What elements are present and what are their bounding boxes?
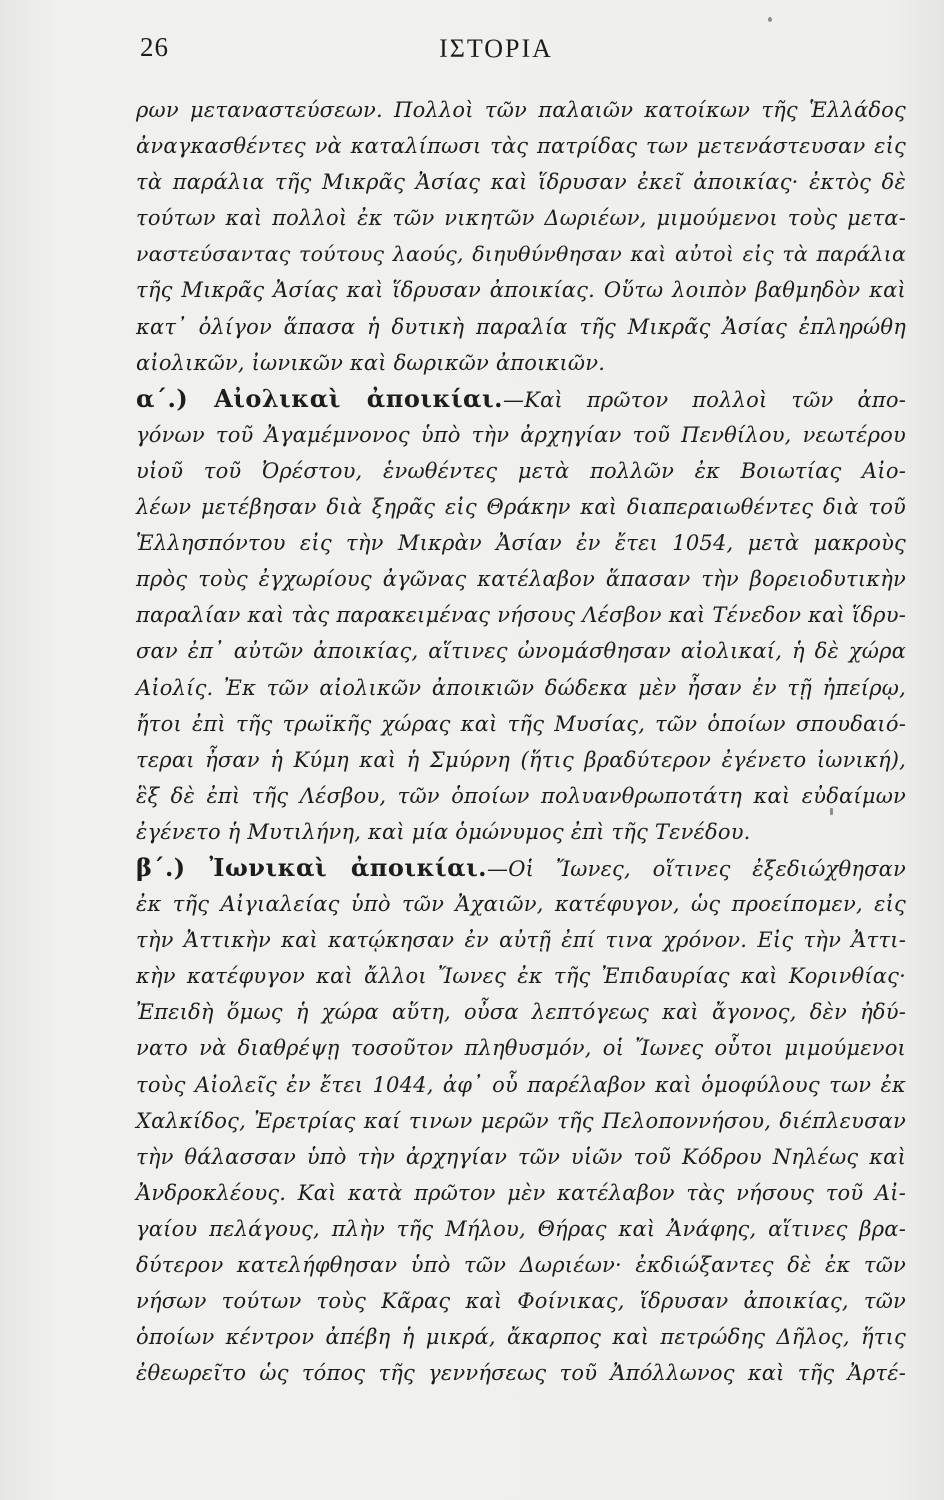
text-line: τὴν Ἀττικὴν καὶ κατῴκησαν ἐν αὐτῇ ἐπί τινα χρόνον. Εἰς τὴν Ἀττι- [136,928,906,953]
text-line: πρὸς τοὺς ἐγχωρίους ἀγῶνας κατέλαβον ἅπασαν τὴν βορειοδυτικὴν [136,567,906,592]
page-header [136,32,856,72]
text-line: τεραι ἦσαν ἡ Κύμη καὶ ἡ Σμύρνη (ἥτις βραδύτερον ἐγένετο ἰωνική), [136,747,906,772]
text-line: Ἀνδροκλέους. Καὶ κατὰ πρῶτον μὲν κατέλαβον τὰς νήσους τοῦ Αἰ- [136,1180,906,1205]
text-line: ἀναγκασθέντες νὰ καταλίπωσι τὰς πατρίδας των μετενάστευσαν εἰς [136,134,906,159]
paper-speck [830,808,833,815]
paper-speck [768,17,772,22]
text-line: ἐκ τῆς Αἰγιαλείας ὑπὸ τῶν Ἀχαιῶν, κατέφυγον, ὡς προείπομεν, εἰς [136,892,906,917]
text-line: παραλίαν καὶ τὰς παρακειμένας νήσους Λέσβον καὶ Τένεδον καὶ ἵδρυ- [136,603,906,628]
text-line: νατο νὰ διαθρέψῃ τοσοῦτον πληθυσμόν, οἱ Ἴωνες οὗτοι μιμούμενοι [136,1036,906,1061]
section-heading-line [136,381,906,417]
text-line: Ἐπειδὴ ὅμως ἡ χώρα αὕτη, οὖσα λεπτόγεως καὶ ἄγονος, δὲν ἠδύ- [136,1000,906,1025]
text-line: ναστεύσαντας τούτους λαούς, διηυθύνθησαν καὶ αὐτοὶ εἰς τὰ παράλια [136,242,906,267]
section-heading-line [136,850,906,886]
text-line: ἐγένετο ἡ Μυτιλήνη, καὶ μία ὁμώνυμος ἐπὶ τῆς Τενέδου. [136,819,751,844]
text-line: Αἰολίς. Ἐκ τῶν αἰολικῶν ἀποικιῶν δώδεκα μὲν ἦσαν ἐν τῇ ἠπείρῳ, [136,675,906,700]
body-text [136,92,906,1391]
line-text: —Οἱ Ἴωνες, οἵτινες ἐξεδιώχθησαν [487,856,906,881]
text-line: τὰ παράλια τῆς Μικρᾶς Ἀσίας καὶ ἵδρυσαν ἐκεῖ ἀποικίας· ἐκτὸς δὲ [136,170,906,195]
text-line: σαν ἐπ᾽ αὐτῶν ἀποικίας, αἵτινες ὠνομάσθησαν αἰολικαί, ἡ δὲ χώρα [136,639,906,664]
text-line: κατ᾽ ὀλίγον ἅπασα ἡ δυτικὴ παραλία τῆς Μικρᾶς Ἀσίας ἐπληρώθη [136,314,906,339]
text-line: δύτερον κατελήφθησαν ὑπὸ τῶν Δωριέων· ἐκδιώξαντες δὲ ἐκ τῶν [136,1253,906,1277]
text-line: τοὺς Αἰολεῖς ἐν ἔτει 1044, ἀφ᾽ οὗ παρέλαβον καὶ ὁμοφύλους των ἐκ [136,1072,906,1097]
text-line: Χαλκίδος, Ἐρετρίας καί τινων μερῶν τῆς Πελοποννήσου, διέπλευσαν [136,1108,906,1133]
text-line: τούτων καὶ πολλοὶ ἐκ τῶν νικητῶν Δωριέων, μιμούμενοι τοὺς μετα- [136,206,906,231]
page-number: 26 [140,32,169,62]
text-line: τῆς Μικρᾶς Ἀσίας καὶ ἵδρυσαν ἀποικίας. Οὕτω λοιπὸν βαθμηδὸν καὶ [136,278,906,303]
text-line: ρων μεταναστεύσεων. Πολλοὶ τῶν παλαιῶν κατοίκων τῆς Ἑλλάδος [136,98,906,122]
text-line: γόνων τοῦ Ἀγαμέμνονος ὑπὸ τὴν ἀρχηγίαν τοῦ Πενθίλου, νεωτέρου [136,422,906,447]
text-line: υἱοῦ τοῦ Ὀρέστου, ἑνωθέντες μετὰ πολλῶν ἐκ Βοιωτίας Αἰο- [136,458,906,483]
section-heading: β΄.) Ἰωνικαὶ ἀποικίαι. [136,852,488,882]
text-line: κὴν κατέφυγον καὶ ἄλλοι Ἴωνες ἐκ τῆς Ἐπιδαυρίας καὶ Κορινθίας· [136,964,906,989]
text-line: αἰολικῶν, ἰωνικῶν καὶ δωρικῶν ἀποικιῶν. [136,350,606,375]
text-line: ἓξ δὲ ἐπὶ τῆς Λέσβου, τῶν ὁποίων πολυανθρωποτάτη καὶ εὐδαίμων [136,783,906,808]
text-line: λέων μετέβησαν διὰ ξηρᾶς εἰς Θράκην καὶ διαπεραιωθέντες διὰ τοῦ [136,495,906,520]
text-line: ἐθεωρεῖτο ὡς τόπος τῆς γεννήσεως τοῦ Ἀπόλλωνος καὶ τῆς Ἀρτέ- [136,1361,906,1386]
text-line: Ἑλλησπόντου εἰς τὴν Μικρὰν Ἀσίαν ἐν ἔτει 1054, μετὰ μακροὺς [136,531,906,556]
section-heading: α΄.) Αἰολικαὶ ἀποικίαι. [136,383,503,413]
line-text: —Καὶ πρῶτον πολλοὶ τῶν ἀπο- [503,387,906,412]
text-line: νήσων τούτων τοὺς Κᾶρας καὶ Φοίνικας, ἵδρυσαν ἀποικίας, τῶν [136,1289,906,1314]
text-line: ἤτοι ἐπὶ τῆς τρωϊκῆς χώρας καὶ τῆς Μυσίας, τῶν ὁποίων σπουδαιό- [136,711,906,736]
text-line: γαίου πελάγους, πλὴν τῆς Μήλου, Θήρας καὶ Ἀνάφης, αἵτινες βρα- [136,1216,906,1241]
running-title: ΙΣΤΟΡΙΑ [439,34,553,63]
text-line: ὁποίων κέντρον ἀπέβη ἡ μικρά, ἄκαρπος καὶ πετρώδης Δῆλος, ἥτις [136,1325,906,1350]
text-line: τὴν θάλασσαν ὑπὸ τὴν ἀρχηγίαν τῶν υἱῶν τοῦ Κόδρου Νηλέως καὶ [136,1144,906,1169]
